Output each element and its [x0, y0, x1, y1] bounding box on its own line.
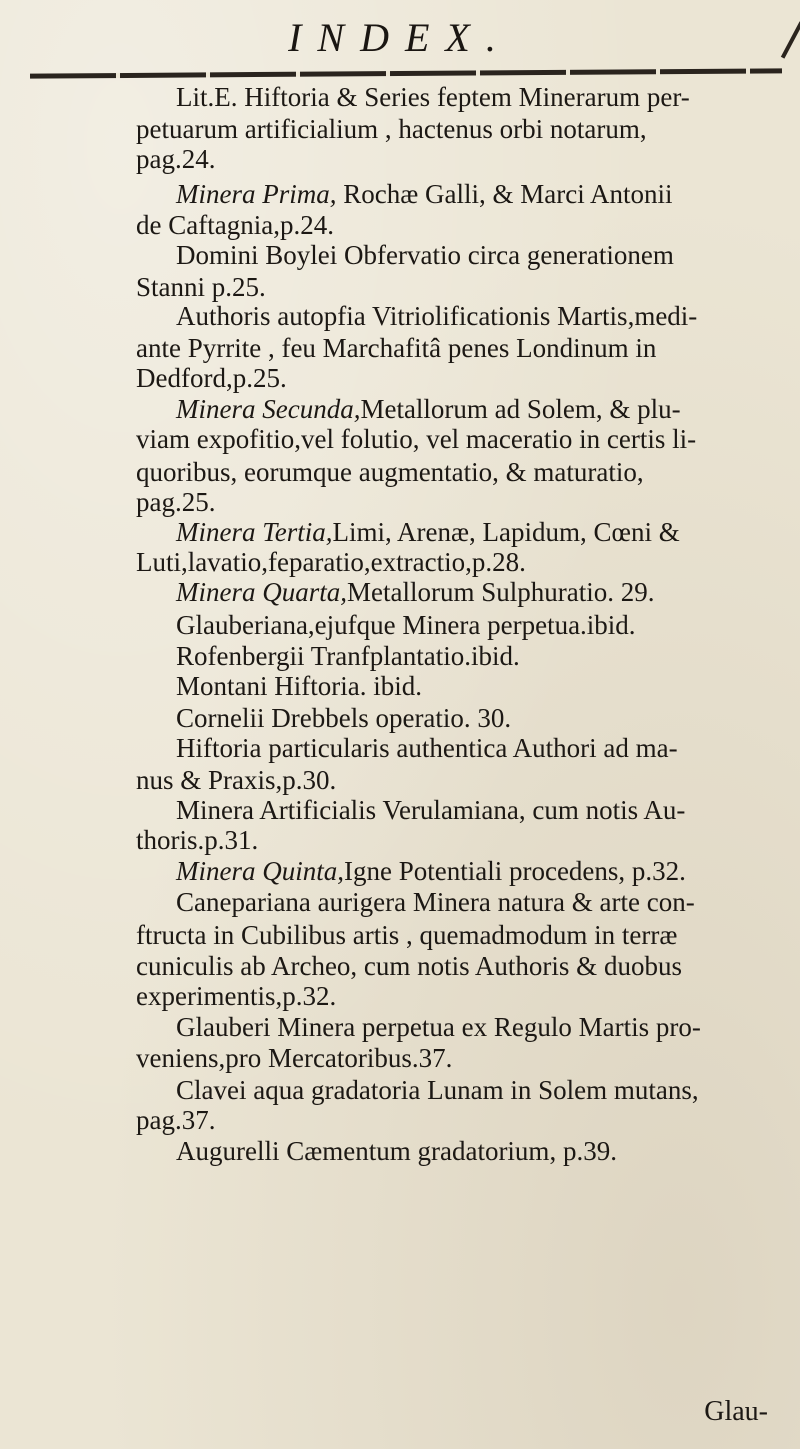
index-entry: [136, 365, 800, 392]
entry-title: Minera Quinta,: [176, 856, 344, 886]
entry-text: Luti,lavatio,feparatio,extractio,p.28.: [136, 547, 526, 577]
index-entry: [176, 858, 800, 885]
index-entry: [136, 1107, 800, 1134]
entry-text: quoribus, eorumque augmentatio, & maturatio,: [136, 457, 644, 487]
entry-text: Glauberiana,ejufque Minera perpetua.ibid.: [176, 610, 636, 640]
entry-text: Rochæ Galli, & Marci Antonii: [336, 179, 673, 209]
index-entry: [176, 735, 800, 762]
entry-text: Rofenbergii Tranfplantatio.ibid.: [176, 641, 520, 671]
index-entry: [176, 303, 800, 330]
entry-text: Lit.E. Hiftoria & Series feptem Minerarum per-: [176, 82, 690, 112]
entry-text: ftructa in Cubilibus artis , quemadmodum in terræ: [136, 920, 678, 950]
entry-text: pag.37.: [136, 1105, 216, 1135]
index-entry: [176, 1077, 800, 1104]
entry-title: Minera Tertia,: [176, 517, 333, 547]
header-rule: [30, 68, 782, 78]
entry-text: de Caftagnia,p.24.: [136, 210, 334, 240]
index-entry: [176, 797, 800, 824]
entry-text: Domini Boylei Obfervatio circa generationem: [176, 240, 674, 270]
index-entry: [136, 983, 800, 1010]
index-entry: [136, 426, 800, 453]
entry-text: Minera Artificialis Verulamiana, cum notis Au-: [176, 795, 686, 825]
index-entry: [176, 612, 800, 639]
index-entry: [176, 519, 800, 546]
entry-text: petuarum artificialium , hactenus orbi notarum,: [136, 114, 647, 144]
entry-text: Cornelii Drebbels operatio. 30.: [176, 703, 512, 733]
index-entry: [176, 84, 800, 111]
entry-text: ante Pyrrite , feu Marchafitâ penes Londinum in: [136, 333, 657, 363]
entry-text: pag.24.: [136, 144, 216, 174]
index-entry: [136, 922, 800, 949]
index-entry: [176, 1138, 800, 1165]
index-entry: [136, 767, 800, 794]
entry-text: cuniculis ab Archeo, cum notis Authoris & duobus: [136, 951, 682, 981]
index-entry: [136, 335, 800, 362]
entry-text: Canepariana aurigera Minera natura & arte con-: [176, 887, 695, 917]
entry-title: Minera Prima,: [176, 179, 337, 209]
entry-text: Montani Hiftoria. ibid.: [176, 671, 422, 701]
entry-text: Metallorum ad Solem, & plu-: [360, 394, 681, 424]
entry-text: Limi, Arenæ, Lapidum, Cœni &: [332, 517, 680, 547]
entry-text: Dedford,p.25.: [136, 363, 287, 393]
entry-text: thoris.p.31.: [136, 825, 259, 855]
index-entry: [136, 212, 800, 239]
entry-text: Augurelli Cæmentum gradatorium, p.39.: [176, 1136, 617, 1166]
catchword: Glau-: [704, 1396, 768, 1427]
index-entry: [176, 673, 800, 700]
entry-text: Authoris autopfia Vitriolificationis Martis,medi-: [176, 301, 698, 331]
index-entry: [136, 549, 800, 576]
index-entry: [136, 146, 800, 173]
index-entry: [136, 1045, 800, 1072]
index-entry: [136, 459, 800, 486]
entry-text: Igne Potentiali procedens, p.32.: [344, 856, 686, 886]
entry-text: Hiftoria particularis authentica Authori ad ma-: [176, 733, 678, 763]
entry-text: Stanni p.25.: [136, 272, 266, 302]
index-entry: [176, 579, 800, 606]
entry-title: Minera Secunda,: [176, 394, 361, 424]
entry-text: Glauberi Minera perpetua ex Regulo Martis pro-: [176, 1012, 701, 1042]
index-entry: [176, 181, 800, 208]
index-entry: [136, 827, 800, 854]
entry-title: Minera Quarta,: [176, 577, 347, 607]
index-entry: [176, 643, 800, 670]
index-entry: [176, 396, 800, 423]
entry-text: nus & Praxis,p.30.: [136, 765, 337, 795]
entry-text: Clavei aqua gradatoria Lunam in Solem mutans,: [176, 1075, 699, 1105]
index-entry: [176, 242, 800, 269]
index-entry: [176, 705, 800, 732]
entry-text: experimentis,p.32.: [136, 981, 337, 1011]
index-entry: [136, 274, 800, 301]
entry-text: viam expofitio,vel folutio, vel maceratio in certis li-: [136, 424, 697, 454]
index-entry: [136, 489, 800, 516]
index-entry: [136, 953, 800, 980]
index-entry: [136, 116, 800, 143]
running-head: INDEX.: [288, 15, 512, 60]
index-entry: [176, 889, 800, 916]
entry-text: pag.25.: [136, 487, 216, 517]
entry-text: Metallorum Sulphuratio. 29.: [347, 577, 655, 607]
entry-text: veniens,pro Mercatoribus.37.: [136, 1043, 453, 1073]
index-entry: [176, 1014, 800, 1041]
